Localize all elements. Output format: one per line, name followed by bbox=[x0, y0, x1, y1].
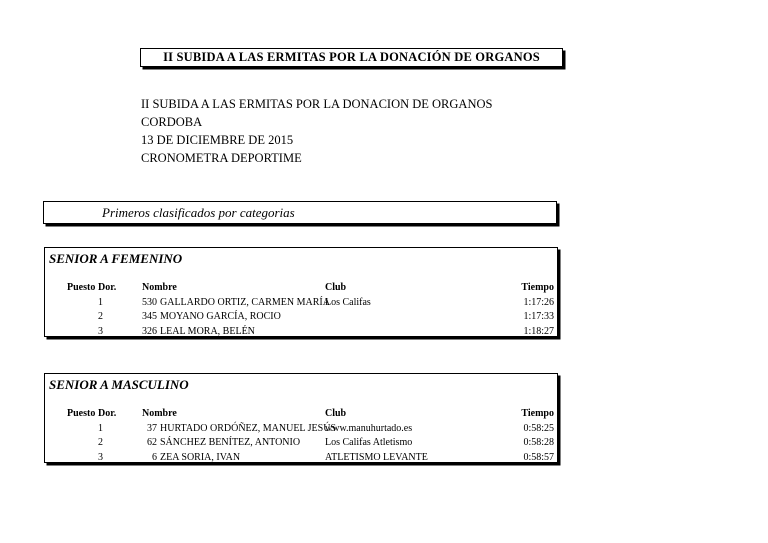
section-title: SENIOR A FEMENINO bbox=[49, 251, 183, 266]
cell-nombre: ZEA SORIA, IVAN bbox=[160, 451, 241, 463]
cell-puesto: 1 bbox=[98, 422, 103, 434]
cell-dorsal: 37 bbox=[147, 422, 157, 434]
event-info-block bbox=[141, 95, 492, 167]
result-row bbox=[45, 310, 557, 325]
cell-dorsal: 326 bbox=[142, 325, 157, 337]
table-header-row bbox=[45, 281, 557, 296]
cell-nombre: HURTADO ORDÓÑEZ, MANUEL JESÚS bbox=[160, 422, 337, 434]
info-line-city: CORDOBA bbox=[141, 115, 203, 129]
result-row bbox=[45, 296, 557, 311]
event-title-banner bbox=[140, 48, 563, 67]
column-header-club: Club bbox=[325, 408, 347, 419]
result-row bbox=[45, 436, 557, 451]
cell-nombre: SÁNCHEZ BENÍTEZ, ANTONIO bbox=[160, 437, 301, 449]
cell-club: Los Califas bbox=[325, 296, 371, 308]
column-header-dorsal: Dor. bbox=[98, 408, 117, 419]
column-header-dorsal: Dor. bbox=[98, 282, 117, 293]
result-row bbox=[45, 422, 557, 437]
cell-puesto: 2 bbox=[98, 437, 103, 449]
cell-tiempo: 1:18:27 bbox=[523, 325, 554, 337]
cell-club: ATLETISMO LEVANTE bbox=[325, 451, 428, 463]
cell-puesto: 1 bbox=[98, 296, 103, 308]
cell-nombre: MOYANO GARCÍA, ROCIO bbox=[160, 311, 281, 323]
results-table bbox=[45, 407, 557, 465]
info-line-event: II SUBIDA A LAS ERMITAS POR LA DONACION DE ORGANOS bbox=[141, 97, 493, 111]
category-section-senior-a-masculino bbox=[44, 373, 558, 463]
subtitle-text: Primeros clasificados por categorias bbox=[102, 204, 295, 220]
category-section-senior-a-femenino bbox=[44, 247, 558, 337]
cell-tiempo: 0:58:57 bbox=[523, 451, 554, 463]
info-line-timer: CRONOMETRA DEPORTIME bbox=[141, 151, 302, 165]
cell-nombre: GALLARDO ORTIZ, CARMEN MARÍA bbox=[160, 296, 330, 308]
table-header-row bbox=[45, 407, 557, 422]
cell-nombre: LEAL MORA, BELÉN bbox=[160, 325, 255, 337]
cell-tiempo: 0:58:28 bbox=[523, 437, 554, 449]
cell-club: Los Califas Atletismo bbox=[325, 437, 413, 449]
cell-tiempo: 1:17:26 bbox=[523, 296, 554, 308]
subtitle-box bbox=[43, 201, 557, 224]
result-row bbox=[45, 325, 557, 340]
cell-tiempo: 1:17:33 bbox=[523, 311, 554, 323]
cell-club: www.manuhurtado.es bbox=[325, 422, 413, 434]
section-title: SENIOR A MASCULINO bbox=[49, 377, 189, 392]
cell-dorsal: 6 bbox=[152, 451, 157, 463]
cell-dorsal: 530 bbox=[142, 296, 157, 308]
column-header-puesto: Puesto bbox=[67, 408, 96, 419]
cell-tiempo: 0:58:25 bbox=[523, 422, 554, 434]
column-header-puesto: Puesto bbox=[67, 282, 96, 293]
cell-puesto: 3 bbox=[98, 451, 103, 463]
results-table bbox=[45, 281, 557, 339]
column-header-club: Club bbox=[325, 282, 347, 293]
column-header-tiempo: Tiempo bbox=[521, 408, 554, 419]
column-header-tiempo: Tiempo bbox=[521, 282, 554, 293]
cell-dorsal: 345 bbox=[142, 311, 157, 323]
column-header-nombre: Nombre bbox=[142, 282, 177, 293]
event-title: II SUBIDA A LAS ERMITAS POR LA DONACIÓN DE ORGANOS bbox=[163, 50, 540, 64]
result-row bbox=[45, 451, 557, 466]
cell-puesto: 3 bbox=[98, 325, 103, 337]
cell-dorsal: 62 bbox=[147, 437, 157, 449]
column-header-nombre: Nombre bbox=[142, 408, 177, 419]
info-line-date: 13 DE DICIEMBRE DE 2015 bbox=[141, 133, 294, 147]
cell-puesto: 2 bbox=[98, 311, 103, 323]
